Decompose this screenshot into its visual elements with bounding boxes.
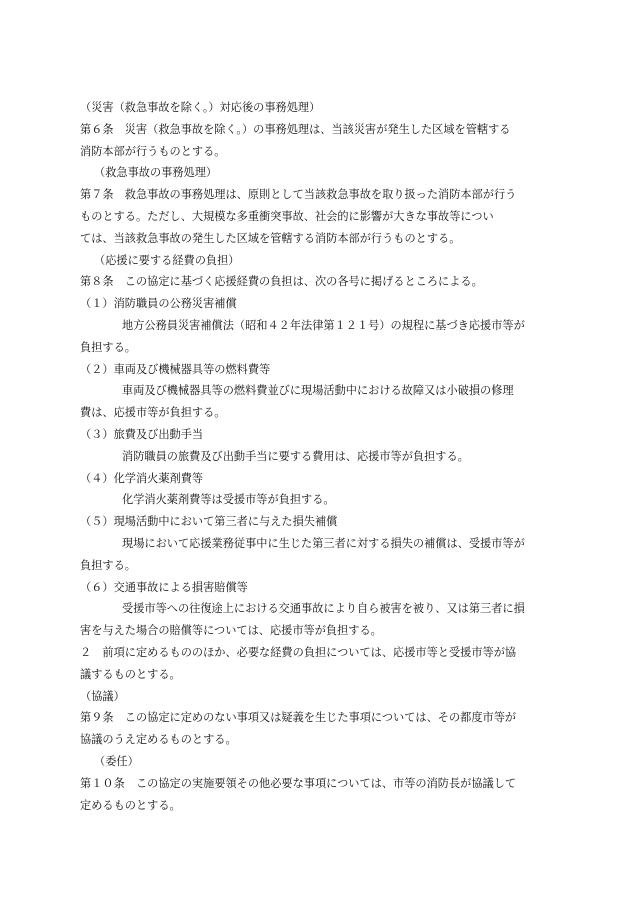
article-7-line: ては、当該救急事故の発生した区域を管轄する消防本部が行うものとする。 (80, 231, 461, 245)
list-item-body: 負担する。 (80, 558, 136, 572)
list-item-body: 費は、応援市等が負担する。 (80, 406, 226, 420)
list-item: （２）車両及び機械器具等の燃料費等 (80, 362, 271, 376)
list-item-body: 負担する。 (80, 340, 136, 354)
list-item: （５）現場活動中において第三者に与えた損失補償 (80, 515, 338, 529)
caption-line: （救急事故の事務処理） (94, 166, 218, 180)
article-10-line: 定めるものとする。 (80, 798, 181, 812)
list-item-body: 化学消火薬剤費等は受援市等が負担する。 (122, 493, 335, 507)
list-item-body: 消防職員の旅費及び出動手当に要する費用は、応援市等が負担する。 (122, 449, 469, 463)
article-7-line: ものとする。ただし、大規模な多重衝突事故、社会的に影響が大きな事故等につい (80, 209, 494, 223)
article-10-line: 第１０条 この協定の実施要領その他必要な事項については、市等の消防長が協議して (80, 776, 517, 790)
list-item: （１）消防職員の公務災害補償 (80, 297, 237, 311)
article-8-line: 第８条 この協定に基づく応援経費の負担は、次の各号に掲げるところによる。 (80, 275, 483, 289)
list-item: （４）化学消火薬剤費等 (80, 471, 204, 485)
paragraph-line: ２ 前項に定めるもののほか、必要な経費の負担については、応援市等と受援市等が協 (80, 645, 517, 659)
article-7-line: 第７条 救急事故の事務処理は、原則として当該救急事故を取り扱った消防本部が行う (80, 188, 517, 202)
list-item: （３）旅費及び出動手当 (80, 427, 204, 441)
list-item-body: 現場において応援業務従事中に生じた第三者に対する損失の補償は、受援市等が (122, 536, 525, 550)
paragraph-line: 議するものとする。 (80, 667, 181, 681)
list-item: （６）交通事故による損害賠償等 (80, 580, 248, 594)
document-body (80, 97, 552, 816)
caption-line: （災害（救急事故を除く。）対応後の事務処理） (80, 101, 321, 114)
list-item-body: 地方公務員災害補償法（昭和４２年法律第１２１号）の規程に基づき応援市等が (122, 318, 525, 332)
list-item-body: 害を与えた場合の賠償等については、応援市等が負担する。 (80, 624, 382, 638)
article-6-line: 第６条 災害（救急事故を除く。）の事務処理は、当該災害が発生した区域を管轄する (80, 122, 511, 136)
article-9-line: 協議のうえ定めるものとする。 (80, 733, 237, 747)
caption-line: （協議） (80, 689, 125, 703)
list-item-body: 車両及び機械器具等の燃料費並びに現場活動中における故障又は小破損の修理 (122, 384, 514, 398)
caption-line: （委任） (94, 754, 139, 768)
list-item-body: 受援市等への往復途上における交通事故により自ら被害を被り、又は第三者に損 (122, 602, 525, 616)
article-6-line: 消防本部が行うものとする。 (80, 144, 226, 158)
article-9-line: 第９条 この協定に定めのない事項又は疑義を生じた事項については、その都度市等が (80, 711, 517, 725)
caption-line: （応援に要する経費の負担） (94, 253, 240, 267)
